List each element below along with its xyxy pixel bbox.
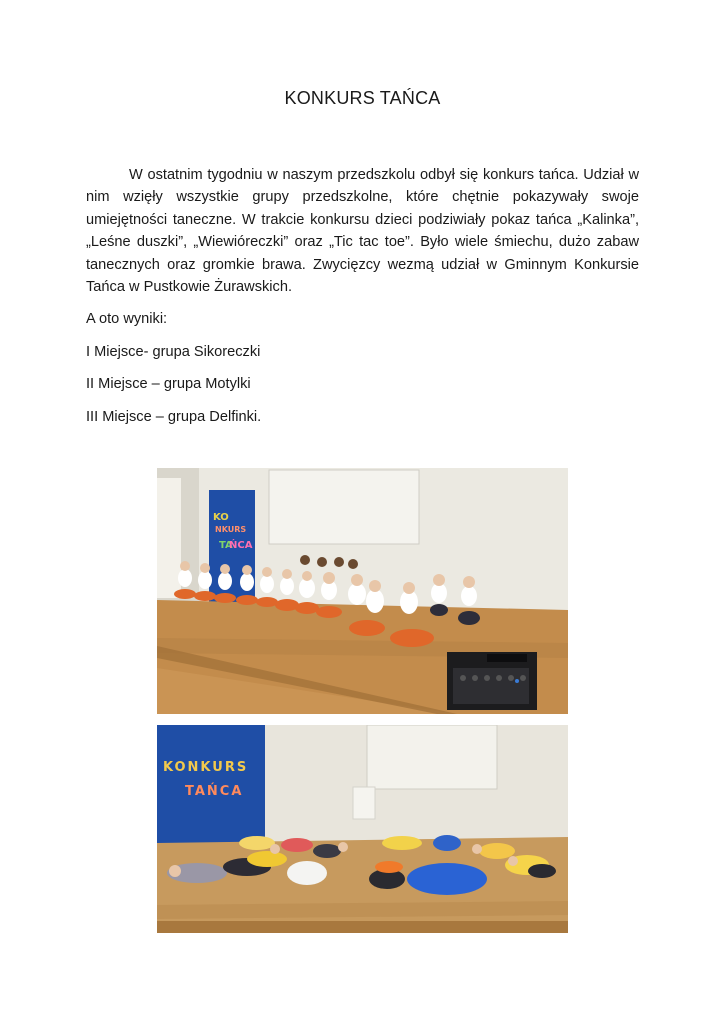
results-heading: A oto wyniki: [86,311,168,328]
photo-floor-dancers [157,725,568,933]
photo-stage-dancers [157,468,568,714]
banner-line-2: NKURS [215,525,247,534]
banner-line-1: KONKURS [163,760,249,775]
banner-line-3: TA [219,540,233,551]
intro-paragraph: W ostatnim tygodniu w naszym przedszkolu odbył się konkurs tańca. Udział w nim wzięły wszystkie grupy przedszkolne, które chętnie pokazywały swoje umiejętności taneczne. W trakcie konkursu dzieci podziwiały pokaz tańca „Kalinka”, „Leśne duszki”, „Wiewióreczki” oraz „Tic tac toe”. Było wiele śmiechu, dużo zabaw tanecznych oraz gromkie brawa. Zwycięzcy wezmą udział w Gminnym Konkursie Tańca w Pustkowie Żurawskich. [86,167,639,296]
result-second-place: II Miejsce – grupa Motylki [86,376,251,393]
banner-line-4: ŃCA [229,540,253,551]
result-first-place: I Miejsce- grupa Sikoreczki [86,343,261,360]
banner-line-1: KO [213,512,229,523]
banner-line-2: TAŃCA [185,784,244,799]
page-title: KONKURS TAŃCA [284,88,441,108]
article-body [86,164,639,428]
result-third-place: III Miejsce – grupa Delfinki. [86,408,262,425]
